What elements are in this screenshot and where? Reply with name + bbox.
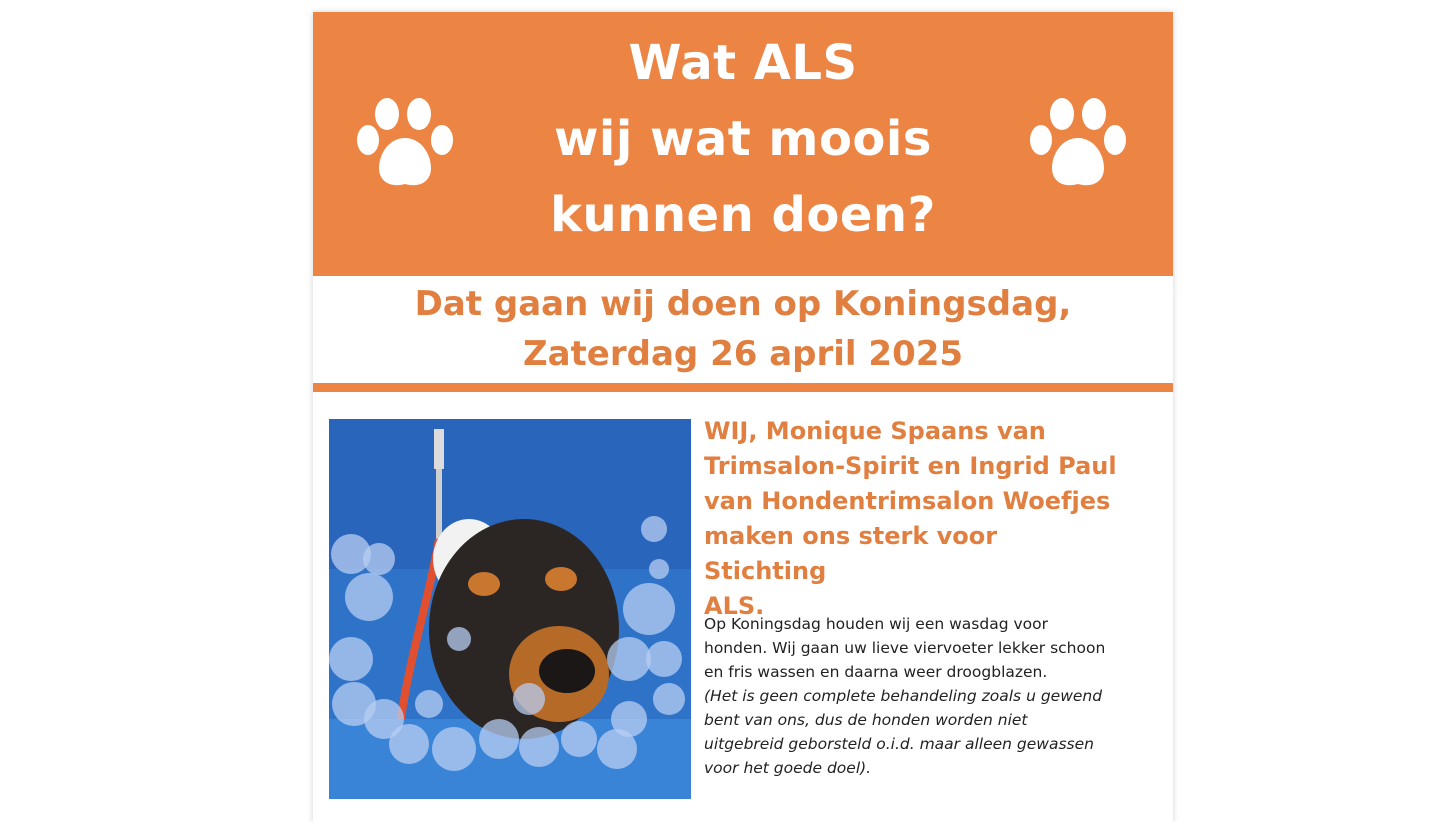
note-line-3: uitgebreid geborsteld o.i.d. maar alleen gewassen [704,735,1094,753]
paw-print-icon [357,92,457,192]
title-line-1: Wat ALS [628,35,858,91]
title-line-3: kunnen doen? [550,187,936,243]
subtitle-line-2: Zaterdag 26 april 2025 [522,334,964,374]
flyer [313,12,1173,822]
subtitle-line-1: Dat gaan wij doen op Koningsdag, [414,284,1072,324]
note-line-1: (Het is geen complete behandeling zoals u gewend [704,687,1103,705]
intro-line-2: Trimsalon-Spirit en Ingrid Paul [704,452,1117,480]
note-line-2: bent van ons, dus de honden worden niet [704,711,1028,729]
dog-bath-illustration [329,419,691,799]
paw-print-icon [1028,92,1128,192]
title-line-2: wij wat moois [554,111,932,167]
body-text [704,612,1154,780]
intro-line-4: maken ons sterk voor Stichting [704,522,998,585]
intro-line-1: WIJ, Monique Spaans van [704,417,1046,445]
body-line-3: en fris wassen en daarna weer droogblazen. [704,663,1048,681]
divider [313,383,1173,392]
note-line-4: voor het goede doel). [704,759,872,777]
body-line-1: Op Koningsdag houden wij een wasdag voor [704,615,1048,633]
body-line-2: honden. Wij gaan uw lieve viervoeter lekker schoon [704,639,1106,657]
header-banner [313,12,1173,276]
intro-text [704,414,1124,624]
intro-line-3: van Hondentrimsalon Woefjes [704,487,1111,515]
dog-photo [329,419,691,799]
intro-line-5: ALS. [704,592,765,620]
